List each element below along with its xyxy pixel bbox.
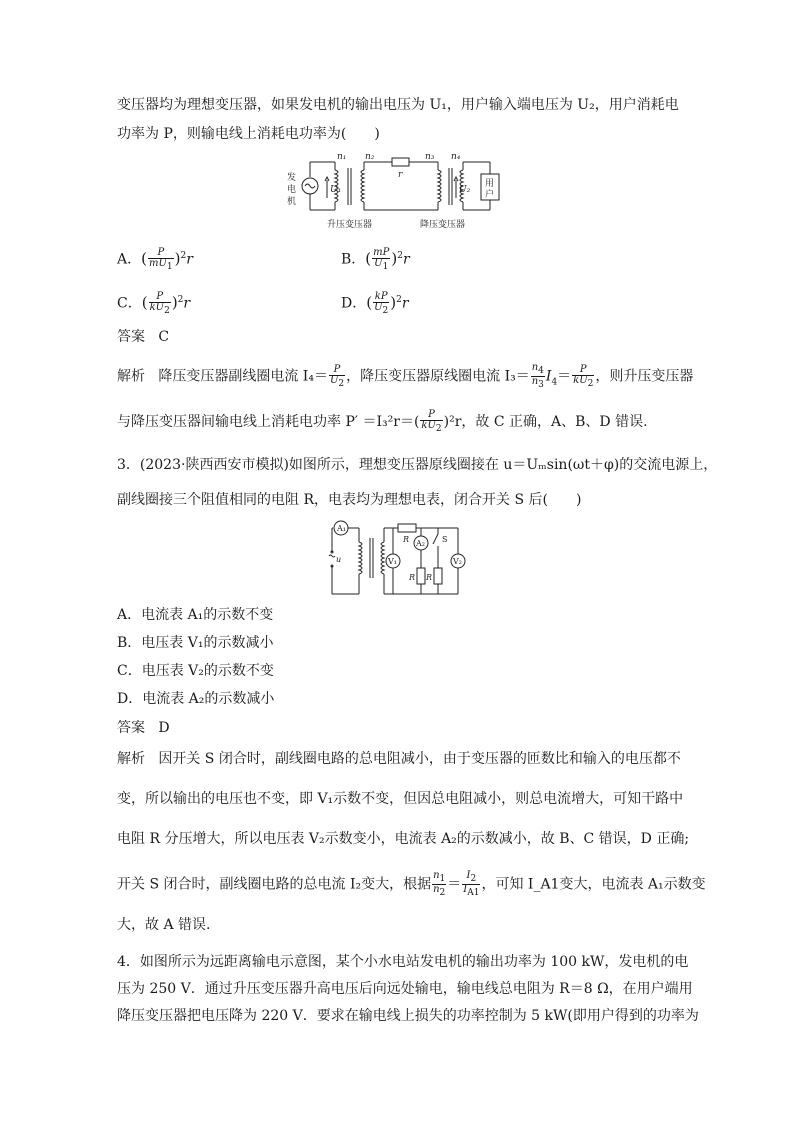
line-resistor <box>392 158 409 166</box>
step-down-label: 降压变压器 <box>420 220 466 230</box>
q3-analysis-line-1: 解析 因开关 S 闭合时，副线圈电路的总电阻减小，由于变压器的匝数比和输入的电压都不 <box>117 751 681 767</box>
q4-stem-line-1: 4．如图所示为远距离输电示意图，某个小水电站发电机的输出功率为 100 kW，发电机的电 <box>117 954 689 970</box>
intro-line-2: 功率为 P，则输电线上消耗电功率为( ) <box>117 126 380 142</box>
q3-option-a: A．电流表 A₁的示数不变 <box>117 607 274 623</box>
label-a1: A₁ <box>337 524 346 533</box>
q3-answer: 答案 D <box>117 720 170 736</box>
q3-option-b: B．电压表 V₁的示数减小 <box>117 635 274 651</box>
q3-option-c: C．电压表 V₂的示数不变 <box>117 663 274 679</box>
q3-option-d: D．电流表 A₂的示数减小 <box>117 691 275 707</box>
label-r-a2: R <box>409 573 416 582</box>
q4-stem-line-3: 降压变压器把电压降为 220 V．要求在输电线上损失的功率控制为 5 kW(即用户得到的功率为 <box>117 1008 699 1024</box>
label-n2: n₂ <box>365 152 375 162</box>
label-r-s: R <box>426 573 433 582</box>
q2-option-d: D．( $\frac{kP}{U_2}$ )$^2$r <box>341 290 409 316</box>
q4-stem-line-2: 压为 250 V．通过升压变压器升高电压后向远处输电，输电线总电阻为 R＝8 Ω，在用户端用 <box>117 981 693 997</box>
q2-answer: 答案 C <box>117 329 170 345</box>
label-r-top: R <box>403 535 410 544</box>
label-n3: n₃ <box>425 152 435 162</box>
q2-option-b: B．( $\frac{mP}{U_1}$ )$^2$r <box>341 246 410 272</box>
q2-option-c: C．( $\frac{P}{kU_2}$ )$^2$r <box>117 290 191 316</box>
resistor-a2-branch <box>417 568 425 584</box>
label-v2: V₂ <box>453 557 462 566</box>
svg-text:用: 用 <box>485 179 495 189</box>
svg-text:机: 机 <box>287 197 297 207</box>
q3-analysis-line-2: 变，所以输出的电压也不变，即 V₁示数不变，但因总电阻减小，则总电流增大，可知干路中 <box>117 791 684 807</box>
label-n1: n₁ <box>337 152 347 162</box>
q3-stem-line-2: 副线圈接三个阻值相同的电阻 R，电表均为理想电表，闭合开关 S 后( ) <box>117 492 582 508</box>
label-U2: U₂ <box>459 185 471 195</box>
q3-analysis-line-4: 开关 S 闭合时，副线圈电路的总电流 I₂变大，根据 $\frac{n_1}{n_2}$ ＝ $\frac{I_2}{I_{A1}}$ ，可知 I_A1变大，电流表 A₁示数变 <box>117 870 706 898</box>
transmission-diagram <box>285 150 505 232</box>
q2-analysis-line-1: 解析 降压变压器副线圈电流 I₄＝ $\frac{P}{U_2}$ ，降压变压器原线圈电流 I₃＝ $\frac{n_4}{n_3}$ $I_4=$ $\frac{P}{kU_2}$ ，则升压变压器 <box>117 362 694 390</box>
step-up-label: 升压变压器 <box>327 220 373 230</box>
label-v1: V₁ <box>388 557 397 566</box>
label-s: S <box>442 535 448 544</box>
label-n4: n₄ <box>451 152 461 162</box>
resistor-switch-branch <box>434 568 442 584</box>
svg-text:户: 户 <box>485 190 495 200</box>
label-u: u <box>336 555 342 564</box>
q3-circuit-diagram <box>325 518 470 598</box>
q2-analysis-line-2: 与降压变压器间输电线上消耗电功率 P′ ＝I₃²r＝( $\frac{P}{kU_2}$ )²r，故 C 正确，A、B、D 错误. <box>117 409 648 434</box>
intro-line-1: 变压器均为理想变压器，如果发电机的输出电压为 U₁，用户输入端电压为 U₂，用户消耗电 <box>117 97 679 113</box>
resistor-top <box>398 524 416 532</box>
q3-stem-line-1: 3．(2023·陕西西安市模拟)如图所示，理想变压器原线圈接在 u＝Uₘsin(ωt＋φ)的交流电源上， <box>117 457 718 473</box>
label-a2: A₂ <box>416 539 425 548</box>
label-r: r <box>398 170 403 180</box>
svg-text:电: 电 <box>287 185 297 195</box>
label-U1: U₁ <box>330 185 342 195</box>
q3-analysis-line-5: 大，故 A 错误. <box>117 917 211 933</box>
generator-label-1: 发 <box>287 173 297 183</box>
q3-analysis-line-3: 电阻 R 分压增大，所以电压表 V₂示数变小，电流表 A₂的示数减小，故 B、C 错误，D 正确; <box>117 831 690 847</box>
q2-option-a: A．( $\frac{P}{mU_1}$ )$^2$r <box>117 246 193 272</box>
